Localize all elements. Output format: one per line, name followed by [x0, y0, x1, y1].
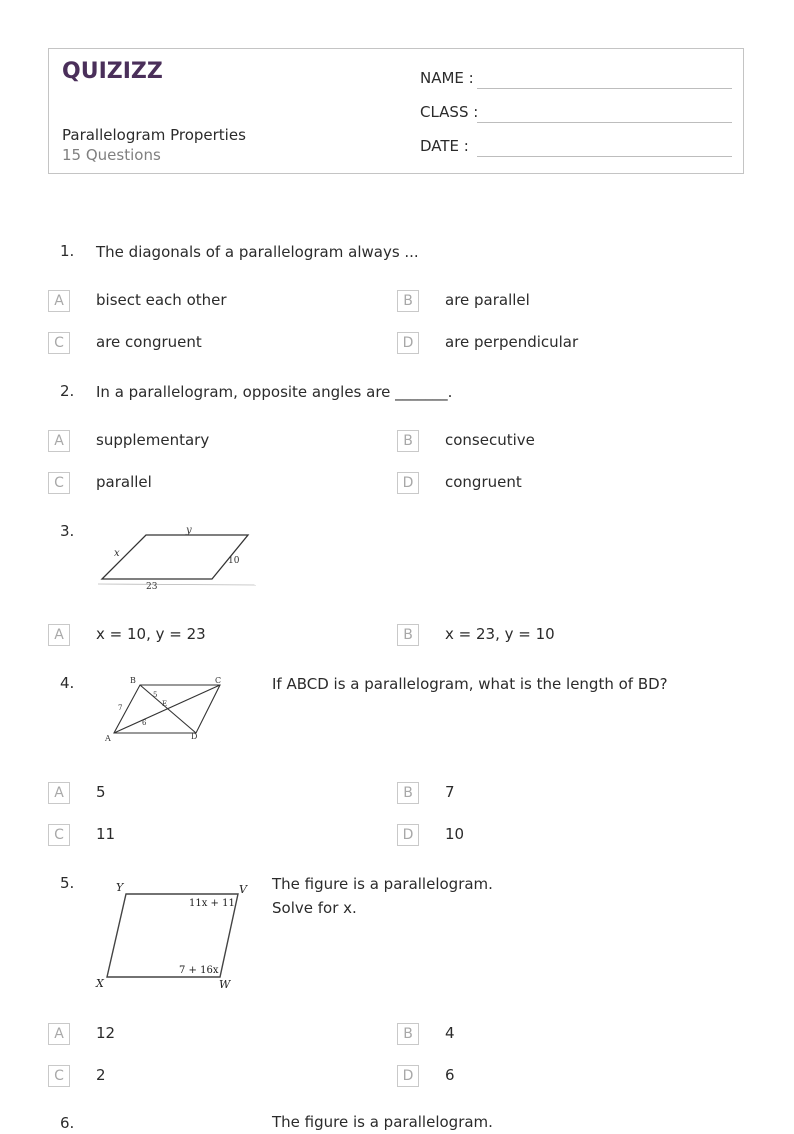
q5-label-v: V: [239, 883, 247, 896]
date-label: DATE :: [420, 137, 469, 155]
q4-label-segment-be: 5: [153, 691, 158, 699]
q5-option-d-text: 6: [445, 1066, 455, 1084]
q3-parallelogram-shape: [102, 535, 248, 579]
q1-option-a-box[interactable]: A: [48, 290, 70, 312]
question-1-text: The diagonals of a parallelogram always ...: [96, 243, 419, 261]
q5-label-y: Y: [116, 881, 124, 894]
q4-label-c: C: [215, 676, 222, 685]
question-4-text: If ABCD is a parallelogram, what is the length of BD?: [272, 675, 668, 693]
q1-option-c-text: are congruent: [96, 333, 202, 351]
question-1-number: 1.: [60, 242, 75, 260]
class-label: CLASS :: [420, 103, 479, 121]
question-5-text-line2: Solve for x.: [272, 899, 357, 917]
q5-option-c-box[interactable]: C: [48, 1065, 70, 1087]
name-label: NAME :: [420, 69, 474, 87]
quizizz-logo: QUIZIZZ: [62, 59, 163, 84]
q4-diagonal-bd: [140, 685, 196, 733]
q5-label-x: X: [96, 977, 104, 990]
question-6-number: 6.: [60, 1114, 75, 1132]
q3-option-b-text: x = 23, y = 10: [445, 625, 555, 643]
class-line: [477, 122, 732, 123]
q3-label-top: y: [186, 525, 192, 536]
date-line: [477, 156, 732, 157]
q5-option-c-text: 2: [96, 1066, 106, 1084]
q3-label-right: 10: [228, 556, 240, 566]
q4-option-b-box[interactable]: B: [397, 782, 419, 804]
q1-option-b-text: are parallel: [445, 291, 530, 309]
q4-label-segment-ab: 7: [118, 704, 123, 712]
worksheet-title: Parallelogram Properties: [62, 126, 246, 144]
question-3-number: 3.: [60, 522, 75, 540]
class-field[interactable]: [420, 103, 478, 121]
name-field[interactable]: [420, 69, 474, 87]
q4-label-d: D: [191, 732, 198, 741]
name-line: [477, 88, 732, 89]
q2-option-a-text: supplementary: [96, 431, 210, 449]
q2-option-c-box[interactable]: C: [48, 472, 70, 494]
q3-label-bottom: 23: [146, 582, 158, 592]
q4-option-c-text: 11: [96, 825, 116, 843]
q1-option-a-text: bisect each other: [96, 291, 227, 309]
q5-option-a-box[interactable]: A: [48, 1023, 70, 1045]
q4-option-d-text: 10: [445, 825, 465, 843]
q1-option-b-box[interactable]: B: [397, 290, 419, 312]
q5-label-w: W: [219, 978, 231, 991]
q2-option-d-text: congruent: [445, 473, 522, 491]
date-field[interactable]: [420, 137, 469, 155]
q1-option-d-box[interactable]: D: [397, 332, 419, 354]
q2-option-b-text: consecutive: [445, 431, 535, 449]
q4-diagonal-ac: [114, 685, 220, 733]
q1-option-c-box[interactable]: C: [48, 332, 70, 354]
q5-parallelogram-figure: [94, 878, 254, 994]
q5-option-b-box[interactable]: B: [397, 1023, 419, 1045]
q1-option-d-text: are perpendicular: [445, 333, 579, 351]
q4-label-segment-ae: 6: [142, 719, 147, 727]
q5-label-bottom-angle: 7 + 16x: [179, 965, 219, 976]
q4-option-d-box[interactable]: D: [397, 824, 419, 846]
question-4-number: 4.: [60, 674, 75, 692]
q5-option-d-box[interactable]: D: [397, 1065, 419, 1087]
question-5-number: 5.: [60, 874, 75, 892]
q5-option-a-text: 12: [96, 1024, 116, 1042]
q3-label-left: x: [114, 548, 120, 559]
q4-option-a-text: 5: [96, 783, 106, 801]
question-5-text-line1: The figure is a parallelogram.: [272, 875, 493, 893]
q2-option-d-box[interactable]: D: [397, 472, 419, 494]
q2-option-b-box[interactable]: B: [397, 430, 419, 452]
q4-option-c-box[interactable]: C: [48, 824, 70, 846]
q4-label-b: B: [130, 676, 136, 685]
question-2-number: 2.: [60, 382, 75, 400]
q4-option-b-text: 7: [445, 783, 455, 801]
q4-label-a: A: [105, 734, 111, 743]
question-2-text: In a parallelogram, opposite angles are _______.: [96, 383, 453, 401]
q2-option-a-box[interactable]: A: [48, 430, 70, 452]
q3-option-b-box[interactable]: B: [397, 624, 419, 646]
q5-label-top-angle: 11x + 11: [189, 898, 235, 909]
question-count: 15 Questions: [62, 146, 161, 164]
q4-option-a-box[interactable]: A: [48, 782, 70, 804]
q3-parallelogram-figure: [96, 522, 258, 592]
q3-option-a-text: x = 10, y = 23: [96, 625, 206, 643]
worksheet-header: [48, 48, 744, 174]
q3-scan-line: [98, 584, 256, 585]
q4-parallelogram-figure: [100, 672, 230, 746]
q3-option-a-box[interactable]: A: [48, 624, 70, 646]
q4-label-e: E: [162, 700, 168, 708]
q5-option-b-text: 4: [445, 1024, 455, 1042]
question-6-text: The figure is a parallelogram.: [272, 1113, 493, 1131]
q2-option-c-text: parallel: [96, 473, 152, 491]
